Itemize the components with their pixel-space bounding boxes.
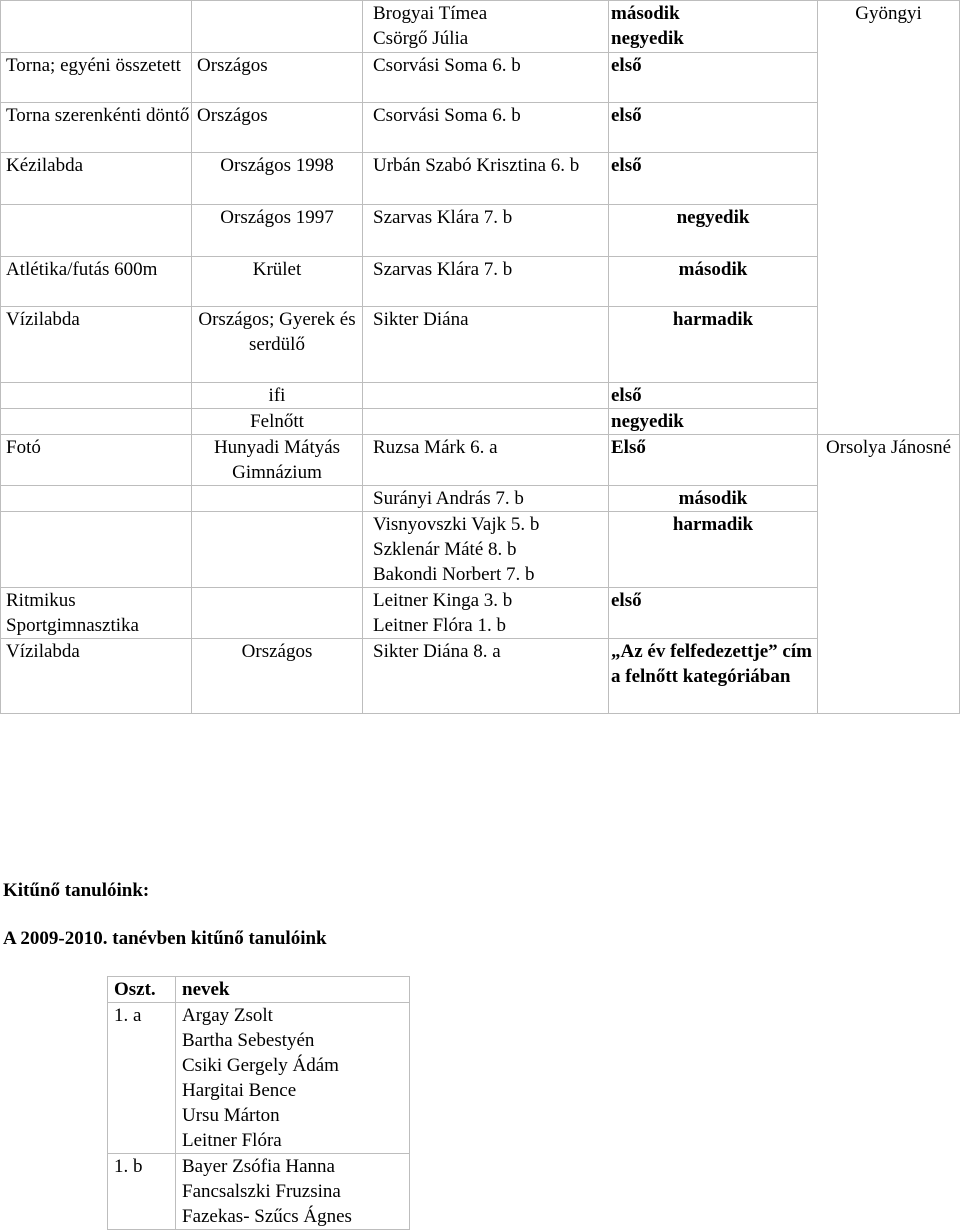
level-cell: Országos 1997 — [192, 205, 363, 257]
class-cell: 1. b — [108, 1154, 176, 1230]
table-row — [1, 205, 960, 257]
event-cell: Ritmikus Sportgimnasztika — [1, 588, 192, 639]
event-cell — [1, 486, 192, 512]
place-cell: második — [609, 486, 818, 512]
student-name: Fancsalszki Fruzsina — [182, 1181, 341, 1202]
event-cell: Vízilabda — [1, 639, 192, 714]
place-cell: „Az év felfedezettje” cím a felnőtt kategóriában — [609, 639, 818, 714]
place-cell: Első — [609, 435, 818, 486]
names-cell — [363, 383, 609, 409]
table-row — [1, 512, 960, 588]
event-cell: Atlétika/futás 600m — [1, 257, 192, 307]
names-cell: Urbán Szabó Krisztina 6. b — [363, 153, 609, 205]
level-cell: Országos — [192, 103, 363, 153]
table-row — [1, 486, 960, 512]
level-cell: Felnőtt — [192, 409, 363, 435]
table-row — [1, 307, 960, 383]
table-row — [108, 1154, 410, 1230]
place-cell: első — [609, 588, 818, 639]
teacher-cell: Orsolya Jánosné — [818, 435, 960, 714]
level-cell — [192, 1, 363, 53]
student-name: Csiki Gergely Ádám — [182, 1055, 339, 1076]
level-cell: Krület — [192, 257, 363, 307]
table-row — [1, 257, 960, 307]
level-cell — [192, 512, 363, 588]
student-name: Bartha Sebestyén — [182, 1030, 315, 1051]
student-name: Bakondi Norbert 7. b — [373, 564, 535, 585]
names-cell — [176, 1003, 410, 1154]
table-row — [1, 153, 960, 205]
event-cell — [1, 383, 192, 409]
teacher-cell: Gyöngyi — [818, 1, 960, 435]
names-cell: Ruzsa Márk 6. a — [363, 435, 609, 486]
event-cell: Fotó — [1, 435, 192, 486]
names-cell — [363, 512, 609, 588]
table-row — [1, 588, 960, 639]
names-cell — [363, 409, 609, 435]
level-cell: Országos; Gyerek és serdülő — [192, 307, 363, 383]
students-header-row — [108, 977, 410, 1003]
place-cell: második — [609, 257, 818, 307]
student-name: Leitner Flóra — [182, 1130, 282, 1151]
student-name: Fazekas- Szűcs Ágnes — [182, 1206, 352, 1227]
names-cell — [176, 1154, 410, 1230]
names-cell — [363, 1, 609, 53]
event-cell: Torna szerenkénti döntő — [1, 103, 192, 153]
names-cell — [363, 588, 609, 639]
class-cell: 1. a — [108, 1003, 176, 1154]
event-cell — [1, 1, 192, 53]
place-value: negyedik — [611, 28, 684, 49]
names-column-header: nevek — [176, 977, 410, 1003]
table-row — [1, 639, 960, 714]
table-row — [1, 103, 960, 153]
student-name: Visnyovszki Vajk 5. b — [373, 514, 540, 535]
level-cell: Országos — [192, 53, 363, 103]
table-row — [1, 435, 960, 486]
level-cell — [192, 486, 363, 512]
names-cell: Csorvási Soma 6. b — [363, 103, 609, 153]
level-cell: Országos — [192, 639, 363, 714]
place-cell: harmadik — [609, 307, 818, 383]
table-row — [108, 1003, 410, 1154]
student-name: Leitner Flóra 1. b — [373, 615, 506, 636]
place-cell: első — [609, 53, 818, 103]
level-cell — [192, 588, 363, 639]
student-name: Ursu Márton — [182, 1105, 280, 1126]
event-cell — [1, 512, 192, 588]
place-cell: negyedik — [609, 409, 818, 435]
table-row — [1, 53, 960, 103]
event-cell: Torna; egyéni összetett — [1, 53, 192, 103]
student-name: Leitner Kinga 3. b — [373, 590, 513, 611]
place-cell: első — [609, 153, 818, 205]
event-cell — [1, 409, 192, 435]
place-cell: harmadik — [609, 512, 818, 588]
year-heading: A 2009-2010. tanévben kitűnő tanulóink — [3, 928, 327, 949]
place-cell: negyedik — [609, 205, 818, 257]
students-table — [107, 976, 410, 1230]
names-cell: Szarvas Klára 7. b — [363, 257, 609, 307]
class-column-header: Oszt. — [108, 977, 176, 1003]
names-cell: Surányi András 7. b — [363, 486, 609, 512]
event-cell: Kézilabda — [1, 153, 192, 205]
names-cell: Sikter Diána — [363, 307, 609, 383]
names-cell: Csorvási Soma 6. b — [363, 53, 609, 103]
names-cell: Sikter Diána 8. a — [363, 639, 609, 714]
table-row — [1, 1, 960, 53]
excellent-heading: Kitűnő tanulóink: — [3, 880, 150, 901]
table-row — [1, 409, 960, 435]
names-cell: Szarvas Klára 7. b — [363, 205, 609, 257]
place-value: második — [611, 3, 680, 24]
level-cell: Hunyadi Mátyás Gimnázium — [192, 435, 363, 486]
student-name: Csörgő Júlia — [373, 28, 469, 49]
student-name: Brogyai Tímea — [373, 3, 488, 24]
table-row — [1, 383, 960, 409]
student-name: Argay Zsolt — [182, 1005, 273, 1026]
event-cell — [1, 205, 192, 257]
level-cell: Országos 1998 — [192, 153, 363, 205]
place-cell — [609, 1, 818, 53]
place-cell: első — [609, 383, 818, 409]
student-name: Hargitai Bence — [182, 1080, 297, 1101]
student-name: Szklenár Máté 8. b — [373, 539, 517, 560]
place-cell: első — [609, 103, 818, 153]
level-cell: ifi — [192, 383, 363, 409]
event-cell: Vízilabda — [1, 307, 192, 383]
student-name: Bayer Zsófia Hanna — [182, 1156, 335, 1177]
